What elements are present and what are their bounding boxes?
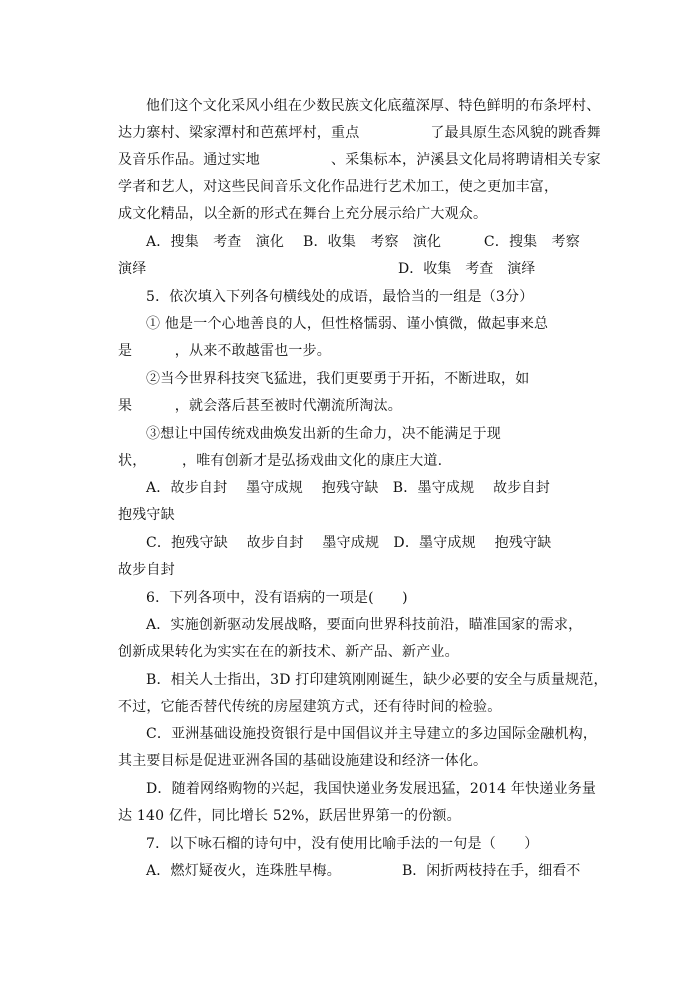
q4-options-abc: A．搜集 考查 演化 B．收集 考察 演化 C．搜集 考察 [146,234,580,250]
q5-sentence-1a: ① 他是一个心地善良的人，但性格懦弱、谨小慎微，做起事来总 [146,316,549,332]
q7-option-a: A．燃灯疑夜火，连珠胜早梅。 [146,863,341,879]
passage-line-3: 及音乐作品。通过实地 、采集标本，泸溪县文化局将聘请相关专家 [118,152,601,168]
q5-sentence-3a: ③想让中国传统戏曲焕发出新的生命力，决不能满足于现 [146,426,501,442]
passage-line-4: 学者和艺人，对这些民间音乐文化作品进行艺术加工，使之更加丰富， [118,179,559,195]
q6-option-d-1: D．随着网络购物的兴起，我国快递业务发展迅猛，2014 年快递业务量 [146,781,597,797]
passage-line-1: 他们这个文化采风小组在少数民族文化底蕴深厚、特色鲜明的布条坪村、 [146,98,601,114]
q5-sentence-2a: ②当今世界科技突飞猛进，我们更要勇于开拓，不断进取，如 [146,371,530,387]
q5-options-ab: A．故步自封 墨守成规 抱残守缺 B．墨守成规 故步自封 [146,480,550,496]
q6-option-c-1: C．亚洲基础设施投资银行是中国倡议并主导建立的多边国际金融机构， [146,726,598,742]
q5-sentence-1b: 是 ，从来不敢越雷也一步。 [118,343,331,359]
q6-option-b-1: B．相关人士指出，3D 打印建筑刚刚诞生，缺少必要的安全与质量规范， [146,672,608,688]
q4-option-d: D．收集 考查 演绎 [398,261,536,277]
q5-option-d-cont: 故步自封 [118,562,175,578]
q6-option-c-2: 其主要目标是促进亚洲各国的基础设施建设和经济一体化。 [118,753,488,769]
passage-line-5: 成文化精品，以全新的形式在舞台上充分展示给广大观众。 [118,206,488,222]
q6-option-a-2: 创新成果转化为实实在在的新技术、新产品、新产业。 [118,644,459,660]
q6-stem: 6．下列各项中，没有语病的一项是( ) [146,590,408,606]
q4-option-c-cont: 演绎 [118,261,147,277]
q6-option-d-2: 达 140 亿件，同比增长 52%，跃居世界第一的份额。 [118,808,461,824]
q6-option-a-1: A．实施创新驱动发展战略，要面向世界科技前沿，瞄准国家的需求， [146,617,583,633]
q5-option-b-cont: 抱残守缺 [118,507,175,523]
passage-line-2: 达力寨村、梁家潭村和芭蕉坪村，重点 了最具原生态风貌的跳香舞 [118,125,601,141]
q7-option-b: B．闲折两枝持在手，细看不 [402,863,581,879]
q5-stem: 5．依次填入下列各句横线处的成语，最恰当的一组是（3分） [146,289,534,305]
q5-sentence-2b: 果 ，就会落后甚至被时代潮流所淘汰。 [118,398,402,414]
q5-options-cd: C．抱残守缺 故步自封 墨守成规 D．墨守成规 抱残守缺 [146,535,552,551]
q6-option-b-2: 不过，它能否替代传统的房屋建筑方式，还有待时间的检验。 [118,699,502,715]
q7-stem: 7．以下咏石榴的诗句中，没有使用比喻手法的一句是（ ） [146,836,539,852]
q5-sentence-3b: 状， ，唯有创新才是弘扬戏曲文化的康庄大道. [118,453,443,469]
